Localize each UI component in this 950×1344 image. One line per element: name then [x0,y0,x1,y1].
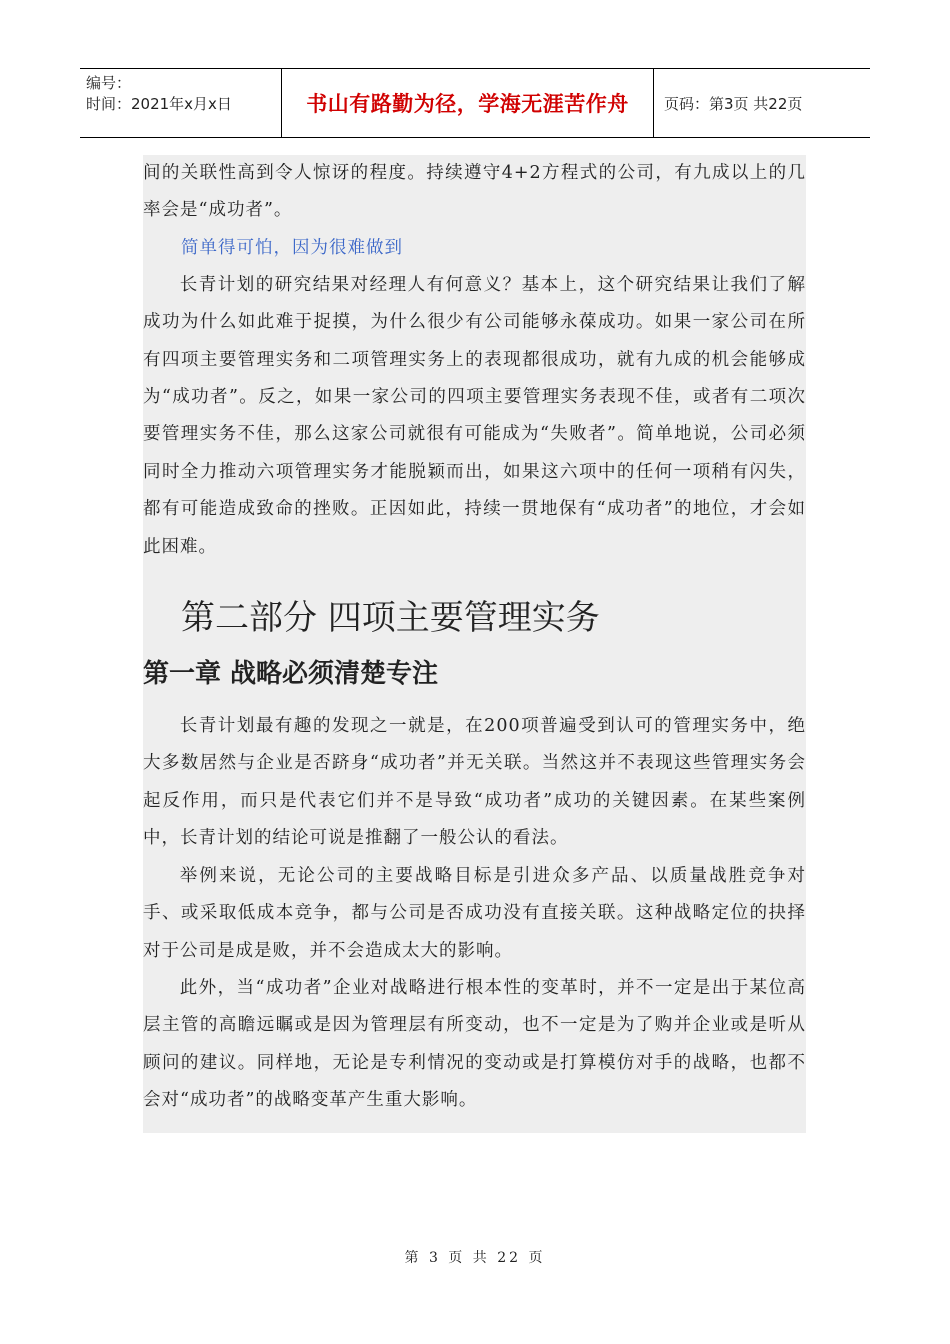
document-number-label: 编号： [86,74,132,92]
document-body [143,155,806,1133]
chapter-title: 第一章 战略必须清楚专注 [143,659,439,690]
header-motto-cell [282,69,654,137]
header-motto: 书山有路勤为径，学海无涯苦作舟 [306,92,629,116]
paragraph-continuation: 间的关联性高到令人惊讶的程度。持续遵守4+2方程式的公司，有九成以上的几率会是“成功者”。 [143,163,806,221]
subheading-link: 简单得可怕，因为很难做到 [181,237,403,258]
paragraph: 举例来说，无论公司的主要战略目标是引进众多产品、以质量战胜竞争对手、或采取低成本竞争，都与公司是否成功没有直接关联。这种战略定位的抉择对于公司是成是败，并不会造成太大的影响。 [143,865,806,961]
paragraph: 长青计划最有趣的发现之一就是，在200项普遍受到认可的管理实务中，绝大多数居然与企业是否跻身“成功者”并无关联。当然这并不表现这些管理实务会起反作用，而只是代表它们并不是导致“成功者”成功的关键因素。在某些案例中，长青计划的结论可说是推翻了一般公认的看法。 [143,716,806,849]
page-footer: 第 3 页 共 22 页 [404,1250,546,1266]
header-page-code-cell [654,69,870,137]
part-title: 第二部分 四项主要管理实务 [181,598,600,639]
paragraph: 长青计划的研究结果对经理人有何意义？基本上，这个研究结果让我们了解成功为什么如此难于捉摸，为什么很少有公司能够永葆成功。如果一家公司在所有四项主要管理实务和二项管理实务上的表现都很成功，就有九成的机会能够成为“成功者”。反之，如果一家公司的四项主要管理实务表现不佳，或者有二项次要管理实务不佳，那么这家公司就很有可能成为“失败者”。简单地说，公司必须同时全力推动六项管理实务才能脱颖而出，如果这六项中的任何一项稍有闪失，都有可能造成致命的挫败。正因如此，持续一贯地保有“成功者”的地位，才会如此困难。 [143,274,806,557]
page-header [80,68,870,138]
header-page-code: 页码：第3页 共22页 [664,94,803,113]
paragraph: 此外，当“成功者”企业对战略进行根本性的变革时，并不一定是出于某位高层主管的高瞻远瞩或是因为管理层有所变动，也不一定是为了购并企业或是听从顾问的建议。同样地，无论是专利情况的变动或是打算模仿对手的战略，也都不会对“成功者”的战略变革产生重大影响。 [143,977,806,1111]
document-time-label: 时间：2021年x月x日 [86,95,232,113]
header-left-cell [80,69,282,137]
